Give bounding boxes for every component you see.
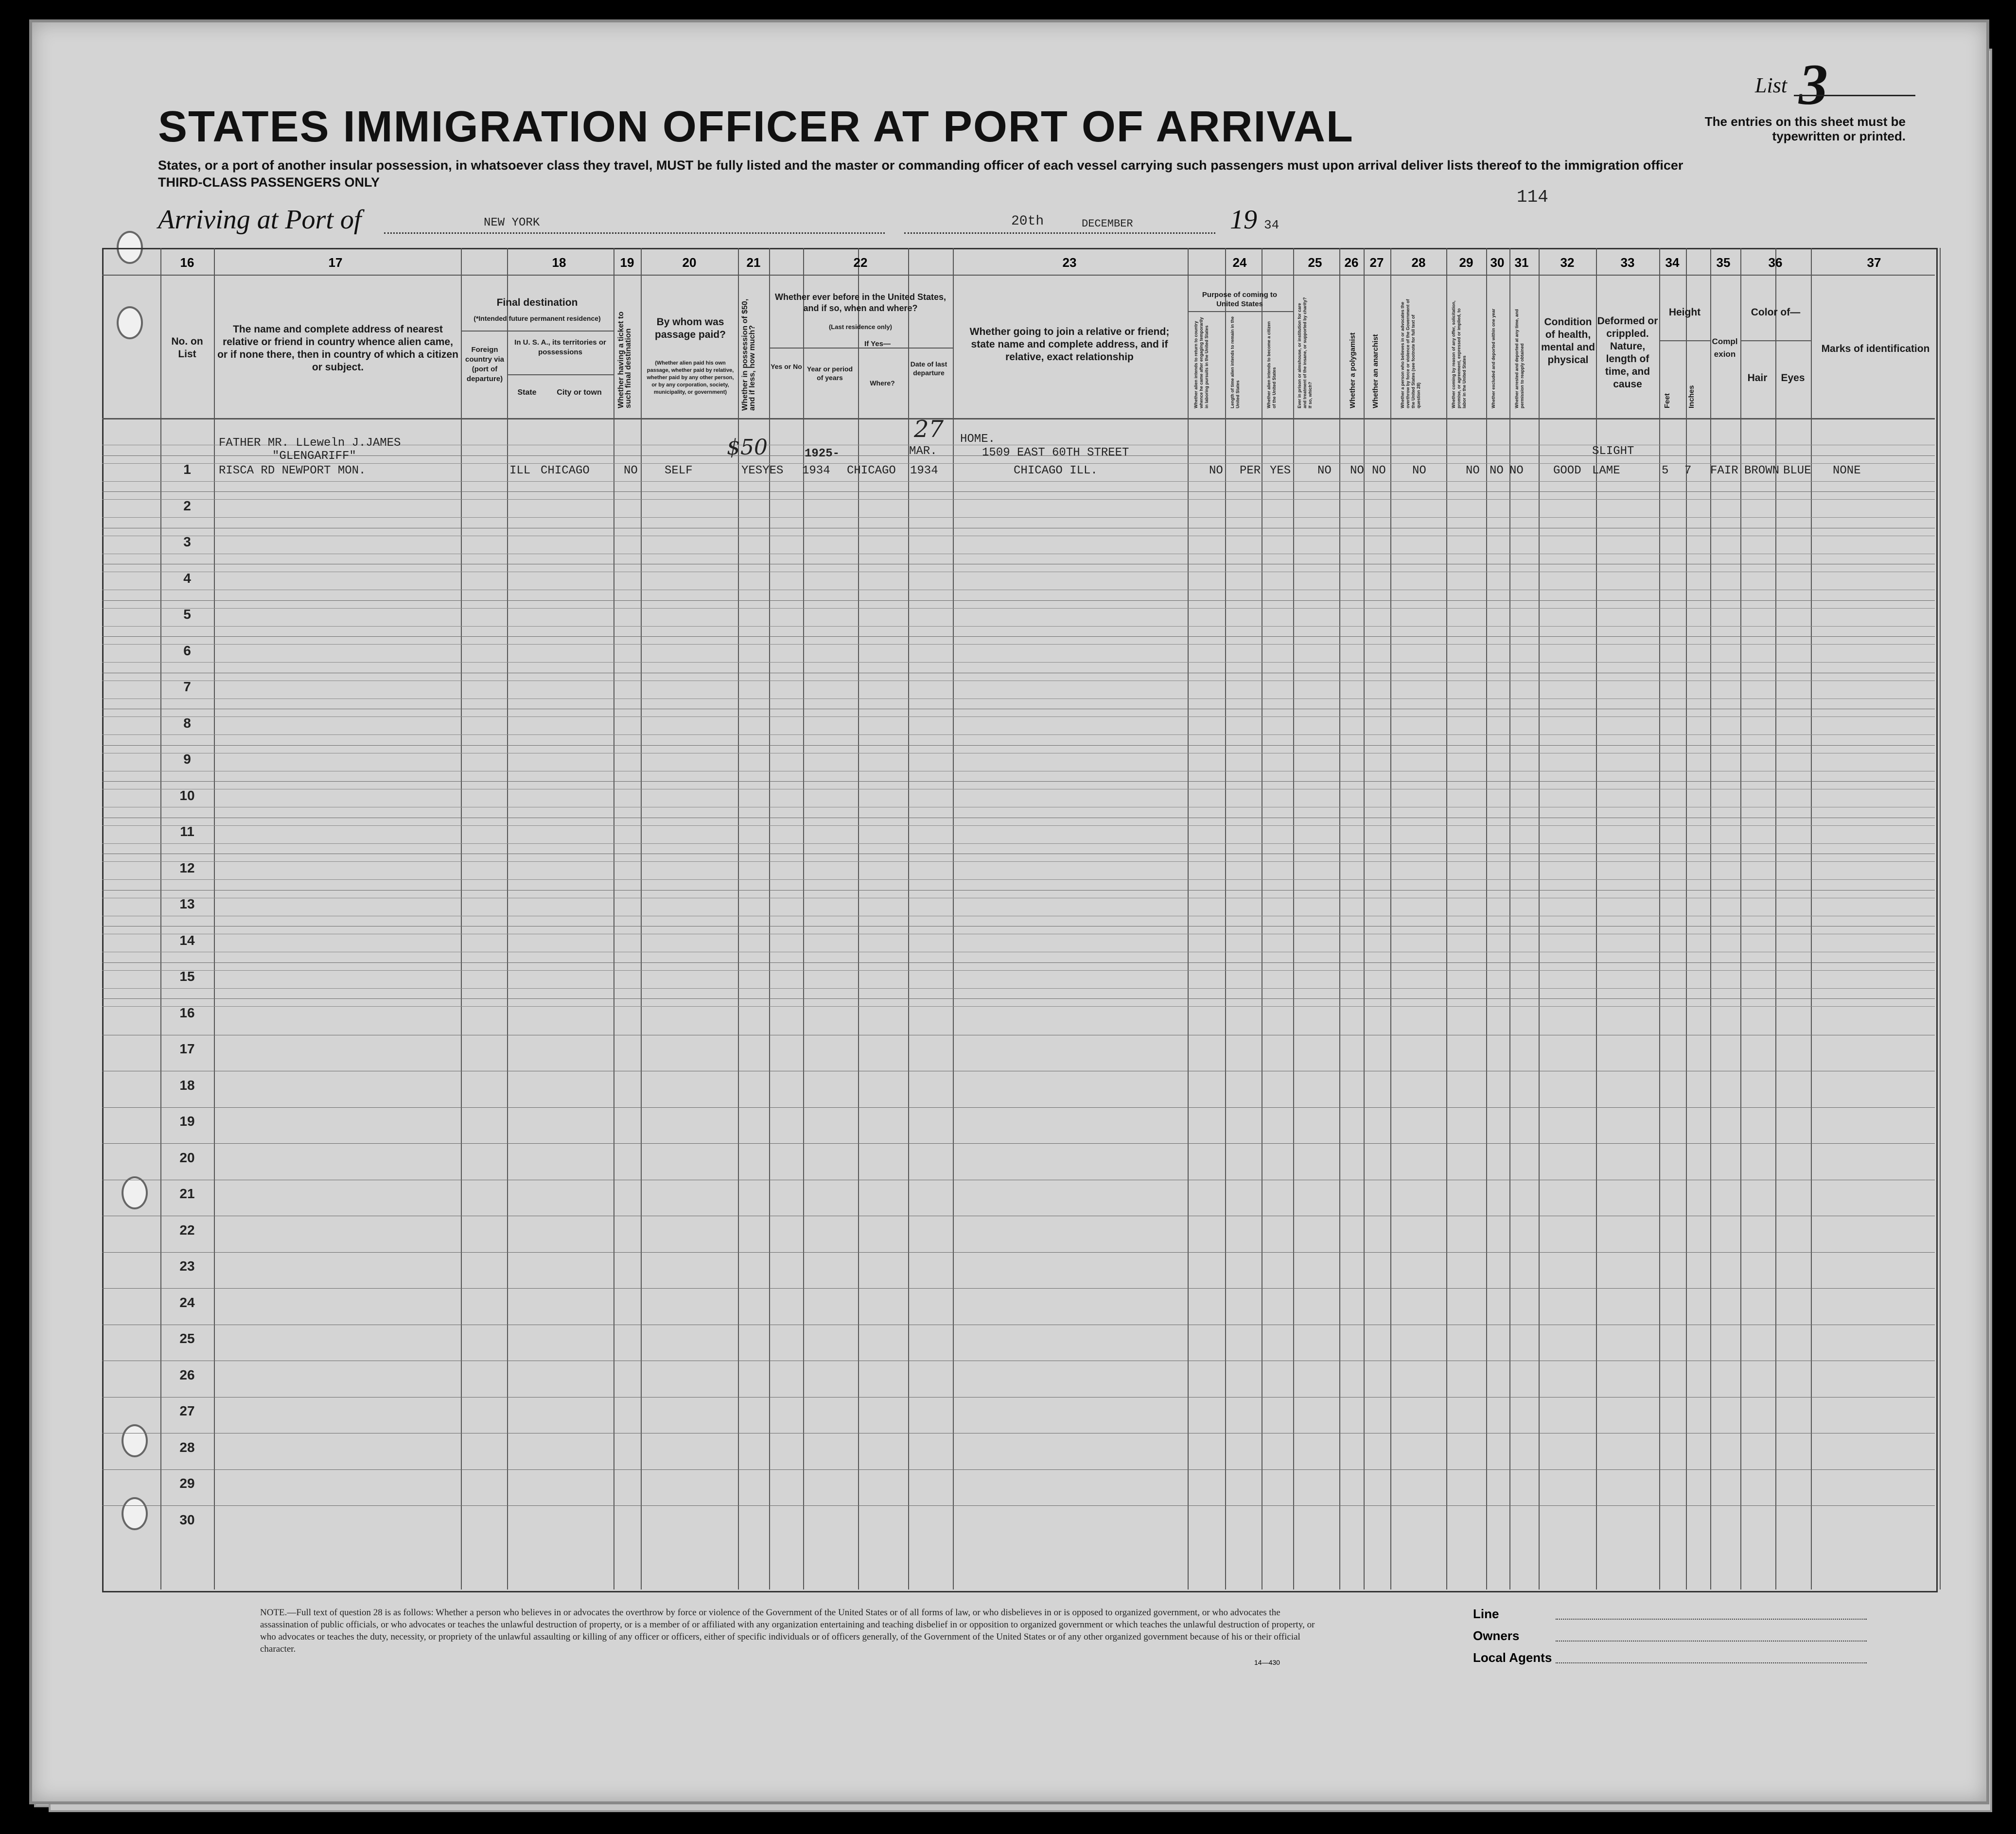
class-line: THIRD-CLASS PASSENGERS ONLY <box>158 175 380 190</box>
row-rule <box>102 600 1935 601</box>
column-number: 34 <box>1665 255 1680 270</box>
page-number: 114 <box>1517 187 1548 207</box>
footer-line-rule <box>1556 1619 1867 1620</box>
column-number: 35 <box>1716 255 1731 270</box>
row-rule <box>102 998 1935 999</box>
column-number: 30 <box>1490 255 1505 270</box>
header-city: City or town <box>557 388 602 397</box>
header-marks: Marks of identification <box>1821 343 1930 354</box>
header-prison: Ever in prison or almshouse, or institution for care and treatment of the insane, or supported by charity? If so, which? <box>1297 297 1313 408</box>
row-number: 21 <box>179 1186 195 1201</box>
column-number: 21 <box>746 255 761 270</box>
header-color: Color of— <box>1751 307 1801 318</box>
ticket-value: NO <box>624 464 638 477</box>
row-rule <box>102 879 1935 880</box>
row-number: 17 <box>179 1041 195 1056</box>
hair-value: BROWN <box>1744 464 1780 477</box>
date-month: MAR. <box>909 445 937 458</box>
q31-value: NO <box>1509 464 1524 477</box>
row-number: 22 <box>179 1222 195 1238</box>
row-rule <box>102 734 1935 735</box>
column-number: 25 <box>1308 255 1322 270</box>
row-rule <box>102 781 1935 782</box>
header-foreign-country: Foreign country via (port of departure) <box>465 346 505 383</box>
column-rule <box>1539 248 1540 1589</box>
row-number: 1 <box>183 462 191 477</box>
date-year: 1934 <box>910 464 938 477</box>
header-q29: Whether coming by reason of any offer, solicitation, promise, or agreement, expressed or implied, to labor in the United States <box>1451 300 1467 408</box>
eyes-value: BLUE <box>1783 464 1811 477</box>
header-purpose: Purpose of coming to United States <box>1202 291 1278 308</box>
row-number: 7 <box>183 679 191 694</box>
header-q30: Whether excluded and deported within one year <box>1491 308 1496 408</box>
row-rule <box>102 745 1935 746</box>
row-number: 29 <box>179 1476 195 1491</box>
header-ticket: Whether having a ticket to such final destination <box>617 311 632 408</box>
column-number: 33 <box>1620 255 1635 270</box>
relative-line-3: RISCA RD NEWPORT MON. <box>219 464 366 477</box>
row-rule <box>102 962 1935 963</box>
header-final-destination: Final destination <box>496 297 578 308</box>
header-passage-paid-sub: (Whether alien paid his own passage, whether paid by relative, whether paid by any other person, or by any corporation, society, municipality, or government) <box>647 360 734 395</box>
arriving-label: Arriving at Port of <box>158 205 362 235</box>
column-number: 16 <box>180 255 194 270</box>
column-rule <box>1659 248 1660 1589</box>
row-number: 18 <box>179 1077 195 1093</box>
header-deformed: Deformed or crippled. Nature, length of time, and cause <box>1597 315 1658 390</box>
complexion-value: FAIR <box>1710 464 1738 477</box>
header-state: State <box>517 388 537 397</box>
header-where: Where? <box>870 379 895 387</box>
header-if-yes: If Yes— <box>864 340 891 348</box>
relative-line-2: "GLENGARIFF" <box>272 450 356 463</box>
header-money: Whether in possession of $50, and if less, how much? <box>741 298 756 411</box>
row-rule <box>102 843 1935 844</box>
row-number: 19 <box>179 1114 195 1129</box>
q29-value: NO <box>1466 464 1480 477</box>
month-value: DECEMBER <box>1082 218 1133 230</box>
footer-agents-rule <box>1556 1662 1867 1663</box>
footer-owners-rule <box>1556 1641 1867 1642</box>
column-number: 28 <box>1411 255 1426 270</box>
header-yes-no: Yes or No <box>771 363 802 370</box>
row-number: 16 <box>179 1005 195 1020</box>
row-rule <box>102 636 1935 637</box>
footnote-q28: NOTE.—Full text of question 28 is as follows: Whether a person who believes in or advocates the overthrow by force or violence of the Government of the United States or of all forms of law, or who disbelieves in or is opposed to organized government, or who advocates the assassination of public officials, or who advocates or teaches the unlawful destruction of property, or is a member of or affiliated with any organization entertaining and teaching disbelief in or opposition to organized government or which teaches the unlawful destruction of property, or who advocates or teaches the duty, necessity, or propriety of the unlawful assaulting or killing of any officer or officers, either of specific individuals or of officers generally, of the Government of the United States or of any other organized government because of his or their official character. <box>260 1607 1315 1654</box>
inches-value: 7 <box>1684 464 1692 477</box>
q28-value: NO <box>1412 464 1426 477</box>
relative-line-1: FATHER MR. LLeweln J.JAMES <box>219 437 401 450</box>
deformed-line-1: SLIGHT <box>1592 445 1634 458</box>
column-number: 32 <box>1560 255 1575 270</box>
list-number: 3 <box>1799 52 1828 117</box>
header-rule <box>102 418 1935 419</box>
header-final-destination-sub: (*Intended future permanent residence) <box>473 314 601 322</box>
year-suffix: 34 <box>1264 218 1280 232</box>
header-before-in-us: Whether ever before in the United States, and if so, when and where? <box>774 292 947 313</box>
header-date-departure: Date of last departure <box>910 360 947 377</box>
column-rule <box>1740 248 1741 1589</box>
header-passage-paid: By whom was passage paid? <box>655 316 726 340</box>
column-rule <box>507 248 508 1589</box>
column-number: 18 <box>552 255 566 270</box>
day-value: 20th <box>1011 214 1044 229</box>
return-value: NO <box>1209 464 1223 477</box>
joining-line-2: 1509 EAST 60TH STREET <box>982 446 1129 459</box>
row-rule <box>102 626 1935 627</box>
column-rule <box>641 248 642 1589</box>
health-value: GOOD <box>1553 464 1581 477</box>
instruction-line: States, or a port of another insular possession, in whatsoever class they travel, MUST be fully listed and the master or commanding officer of each vessel carrying such passengers must upon arrival deliver lists thereof to the immigration officer <box>158 158 1683 173</box>
column-number: 29 <box>1459 255 1473 270</box>
column-number: 36 <box>1768 255 1783 270</box>
row-rule <box>102 1252 1935 1253</box>
header-inches: Inches <box>1687 385 1696 408</box>
header-joining: Whether going to join a relative or friend; state name and complete address, and if relative, exact relationship <box>969 326 1170 363</box>
column-rule <box>1364 248 1365 1589</box>
column-number: 27 <box>1369 255 1384 270</box>
column-rule <box>214 248 215 1589</box>
column-rule <box>1225 248 1226 1589</box>
form-code: 14—430 <box>1254 1659 1280 1666</box>
column-number: 17 <box>328 255 343 270</box>
polygamist-value: NO <box>1350 464 1364 477</box>
row-rule <box>102 1143 1935 1144</box>
subheader-rule <box>507 374 614 375</box>
header-before-in-us-sub: (Last residence only) <box>828 323 893 331</box>
footer-owners-label: Owners <box>1473 1628 1520 1643</box>
row-rule <box>102 988 1935 989</box>
row-rule <box>102 825 1935 826</box>
column-rule <box>1710 248 1711 1589</box>
column-number: 19 <box>620 255 634 270</box>
row-number: 25 <box>179 1331 195 1346</box>
row-rule <box>102 1006 1935 1007</box>
row-rule <box>102 970 1935 971</box>
row-number: 10 <box>179 787 195 803</box>
column-rule <box>1339 248 1340 1589</box>
footer-agents-label: Local Agents <box>1473 1650 1552 1665</box>
row-number: 26 <box>179 1367 195 1382</box>
row-number: 13 <box>179 896 195 911</box>
row-number: 20 <box>179 1150 195 1165</box>
header-q28: Whether a person who believes in or advocates the overthrow by force or violence of the Government of the United States (see footnote for full text of question 28) <box>1400 299 1421 408</box>
list-underline <box>1794 95 1915 96</box>
column-rule <box>1940 248 1941 1589</box>
years-line-1: 1925- <box>805 447 840 460</box>
joining-line-1: HOME. <box>960 433 996 446</box>
header-height: Height <box>1668 307 1701 318</box>
header-feet: Feet <box>1663 393 1671 408</box>
row-number: 28 <box>179 1439 195 1455</box>
header-purpose-citizen: Whether alien intends to become a citizen of the United States <box>1266 321 1277 408</box>
row-number: 12 <box>179 860 195 875</box>
row-number: 4 <box>183 570 191 586</box>
port-line <box>384 232 885 234</box>
dest-state: ILL <box>509 464 531 477</box>
paid-by-value: SELF <box>665 464 693 477</box>
marks-value: NONE <box>1833 464 1861 477</box>
row-rule <box>102 1505 1935 1506</box>
row-number: 9 <box>183 751 191 767</box>
column-number: 37 <box>1867 255 1881 270</box>
row-rule <box>102 463 1935 464</box>
column-number: 24 <box>1232 255 1247 270</box>
row-rule <box>102 1469 1935 1470</box>
row-number: 30 <box>179 1512 195 1527</box>
anarchist-value: NO <box>1372 464 1386 477</box>
q30-value: NO <box>1490 464 1504 477</box>
row-number: 15 <box>179 969 195 984</box>
column-number: 31 <box>1514 255 1529 270</box>
dest-city: CHICAGO <box>541 464 590 477</box>
money-value: YESYES <box>741 464 784 477</box>
column-rule <box>1188 248 1189 1589</box>
row-number: 6 <box>183 643 191 658</box>
column-number: 22 <box>853 255 868 270</box>
column-rule <box>160 248 161 1589</box>
row-rule <box>102 608 1935 609</box>
column-rule <box>1446 248 1447 1589</box>
row-number: 11 <box>180 824 194 839</box>
column-rule <box>1811 248 1812 1589</box>
prison-value: NO <box>1317 464 1332 477</box>
column-number: 23 <box>1062 255 1077 270</box>
money-handwritten: $50 <box>727 435 768 460</box>
subheader-rule <box>1659 340 1710 341</box>
column-number: 20 <box>682 255 697 270</box>
year-prefix: 19 <box>1230 205 1257 235</box>
row-rule <box>102 1288 1935 1289</box>
subheader-rule <box>461 331 614 332</box>
header-relative-address: The name and complete address of nearest relative or friend in country whence alien came, or if none there, then in country of which a citizen or subject. <box>217 324 458 373</box>
joining-line-3: CHICAGO ILL. <box>1014 464 1098 477</box>
footer-line-label: Line <box>1473 1607 1499 1621</box>
header-purpose-length: Length of time alien intends to remain in the United States <box>1230 316 1240 408</box>
header-health: Condition of health, mental and physical <box>1541 316 1595 366</box>
deformed-line-2: LAME <box>1592 464 1620 477</box>
years-line-2: 1934 <box>802 464 830 477</box>
header-hair: Hair <box>1747 372 1768 384</box>
column-rule <box>1390 248 1391 1589</box>
row-rule <box>102 861 1935 862</box>
row-rule <box>102 644 1935 645</box>
column-rule <box>769 248 770 1589</box>
feet-value: 5 <box>1662 464 1669 477</box>
row-number: 3 <box>183 534 191 549</box>
column-rule <box>1509 248 1510 1589</box>
column-rule <box>1293 248 1294 1589</box>
length-value: PER <box>1240 464 1261 477</box>
row-rule <box>102 1107 1935 1108</box>
header-eyes: Eyes <box>1781 372 1805 384</box>
header-q31: Whether arrested and deported at any time, and permission to reapply obtained <box>1514 309 1525 408</box>
column-rule <box>858 248 859 1589</box>
row-rule <box>102 662 1935 663</box>
header-year-period: Year or period of years <box>806 365 853 382</box>
row-rule <box>102 499 1935 500</box>
header-rule <box>102 275 1935 276</box>
header-purpose-return: Whether alien intends to return to country whence he came after engaging temporarily in laboring pursuits in the United States <box>1193 317 1209 408</box>
row-rule <box>102 890 1935 891</box>
column-rule <box>461 248 462 1589</box>
column-rule <box>803 248 804 1589</box>
row-rule <box>102 517 1935 518</box>
subheader-rule <box>1188 311 1293 312</box>
column-rule <box>953 248 954 1589</box>
port-value: NEW YORK <box>484 216 540 229</box>
column-rule <box>1486 248 1487 1589</box>
row-number: 23 <box>179 1258 195 1274</box>
row-number: 5 <box>183 607 191 622</box>
list-label: List <box>1755 73 1788 97</box>
header-in-usa: In U. S. A., its territories or possessions <box>514 338 606 356</box>
form-title: STATES IMMIGRATION OFFICER AT PORT OF ARRIVAL <box>158 103 1354 151</box>
column-rule <box>1775 248 1776 1589</box>
header-anarchist: Whether an anarchist <box>1371 334 1380 408</box>
where-value: CHICAGO <box>847 464 896 477</box>
row-number: 2 <box>183 498 191 513</box>
header-complexion: Complexion <box>1712 337 1738 359</box>
row-rule <box>102 481 1935 482</box>
column-rule <box>1686 248 1687 1589</box>
row-rule <box>102 716 1935 717</box>
header-list-number: No. on List <box>171 336 203 360</box>
citizen-value: YES <box>1270 464 1291 477</box>
row-number: 14 <box>179 932 195 948</box>
row-number: 24 <box>179 1294 195 1310</box>
date-line <box>904 232 1215 234</box>
row-number: 27 <box>179 1403 195 1418</box>
entries-note: The entries on this sheet must be typewritten or printed. <box>1704 114 1906 143</box>
row-number: 8 <box>183 715 191 731</box>
subheader-rule <box>1740 340 1811 341</box>
header-polygamist: Whether a polygamist <box>1349 332 1357 408</box>
row-rule <box>102 491 1935 492</box>
column-number: 26 <box>1344 255 1359 270</box>
date-handwritten: 27 <box>914 416 944 443</box>
